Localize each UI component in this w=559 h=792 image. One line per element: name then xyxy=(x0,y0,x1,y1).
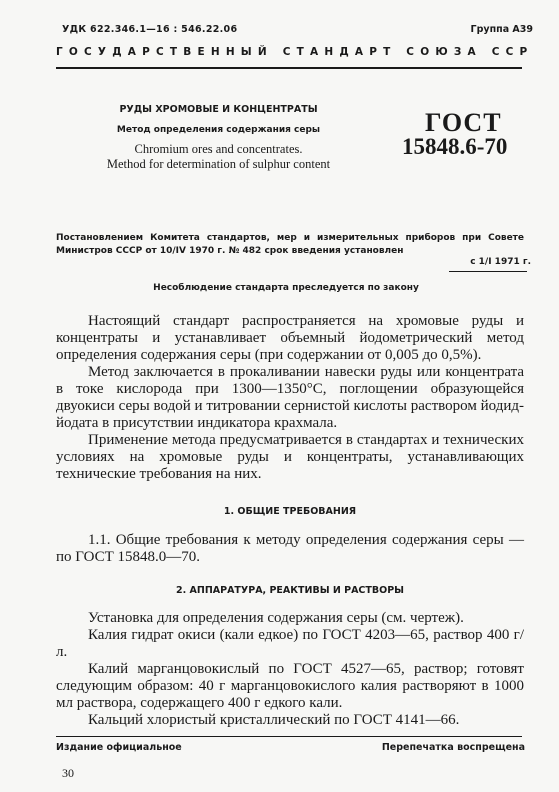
page-number: 30 xyxy=(62,766,74,780)
header-rule xyxy=(56,67,522,69)
decree-underline xyxy=(449,271,527,272)
subtitle-english: Method for determination of sulphur content xyxy=(106,157,331,171)
decree-text: Постановлением Комитета стандартов, мер и измерительных приборов при Совете Министров СССР от 10/IV 1970 г. № 482 срок введения установлен xyxy=(56,233,524,256)
section1-body xyxy=(56,532,524,566)
udk-code: УДК 622.346.1—16 : 546.22.06 xyxy=(62,24,238,35)
intro-paragraph: Метод заключается в прокаливании навески руды или концентрата в токе кислорода при 1300—1350°С, поглощении образующейся двуокиси серы водой и титровании сернистой кислоты раствором йодид-йодата в присутствии индикатора крахмала. xyxy=(56,364,524,431)
title-russian: РУДЫ ХРОМОВЫЕ И КОНЦЕНТРАТЫ xyxy=(119,104,318,115)
section-heading: 2. АППАРАТУРА, РЕАКТИВЫ И РАСТВОРЫ xyxy=(175,585,405,596)
footer-rule xyxy=(56,736,522,737)
law-notice: Несоблюдение стандарта преследуется по закону xyxy=(153,283,419,293)
edition-note: Издание официальное xyxy=(56,742,182,753)
intro-paragraph: Применение метода предусматривается в стандартах и технических условиях на хромовые руды и концентраты, устанавливающих технические требования на них. xyxy=(56,432,524,482)
standard-banner: ГОСУДАРСТВЕННЫЙ СТАНДАРТ СОЮЗА ССР xyxy=(56,46,534,58)
intro-section xyxy=(56,313,524,483)
reprint-note: Перепечатка воспрещена xyxy=(381,742,525,753)
clause-1-1: 1.1. Общие требования к методу определения содержания серы — по ГОСТ 15848.0—70. xyxy=(56,532,524,565)
section2-paragraph: Калия гидрат окиси (кали едкое) по ГОСТ 4203—65, раствор 400 г/л. xyxy=(56,627,524,660)
gost-label: ГОСТ xyxy=(425,108,502,137)
subtitle-russian: Метод определения содержания серы xyxy=(116,125,321,135)
section-heading: 1. ОБЩИЕ ТРЕБОВАНИЯ xyxy=(223,506,357,517)
title-english: Chromium ores and concentrates. xyxy=(134,142,303,156)
section2-body xyxy=(56,610,524,729)
decree-effective-date: с 1/I 1971 г. xyxy=(470,257,531,267)
intro-paragraph: Настоящий стандарт распространяется на хромовые руды и концентраты и устанавливает объемный йодометрический метод определения содержания серы (при содержании от 0,005 до 0,5%). xyxy=(56,313,524,363)
section2-paragraph: Кальций хлористый кристаллический по ГОСТ 4141—66. xyxy=(88,712,460,728)
section2-paragraph: Калий марганцовокислый по ГОСТ 4527—65, раствор; готовят следующим образом: 40 г марганцовокислого калия растворяют в 1000 мл раствора, содержащего 400 г едкого кали. xyxy=(56,661,524,711)
title-block xyxy=(56,104,381,172)
section2-paragraph: Установка для определения содержания серы (см. чертеж). xyxy=(88,610,464,626)
group-code: Группа А39 xyxy=(470,24,533,35)
gost-number: 15848.6-70 xyxy=(402,134,508,159)
